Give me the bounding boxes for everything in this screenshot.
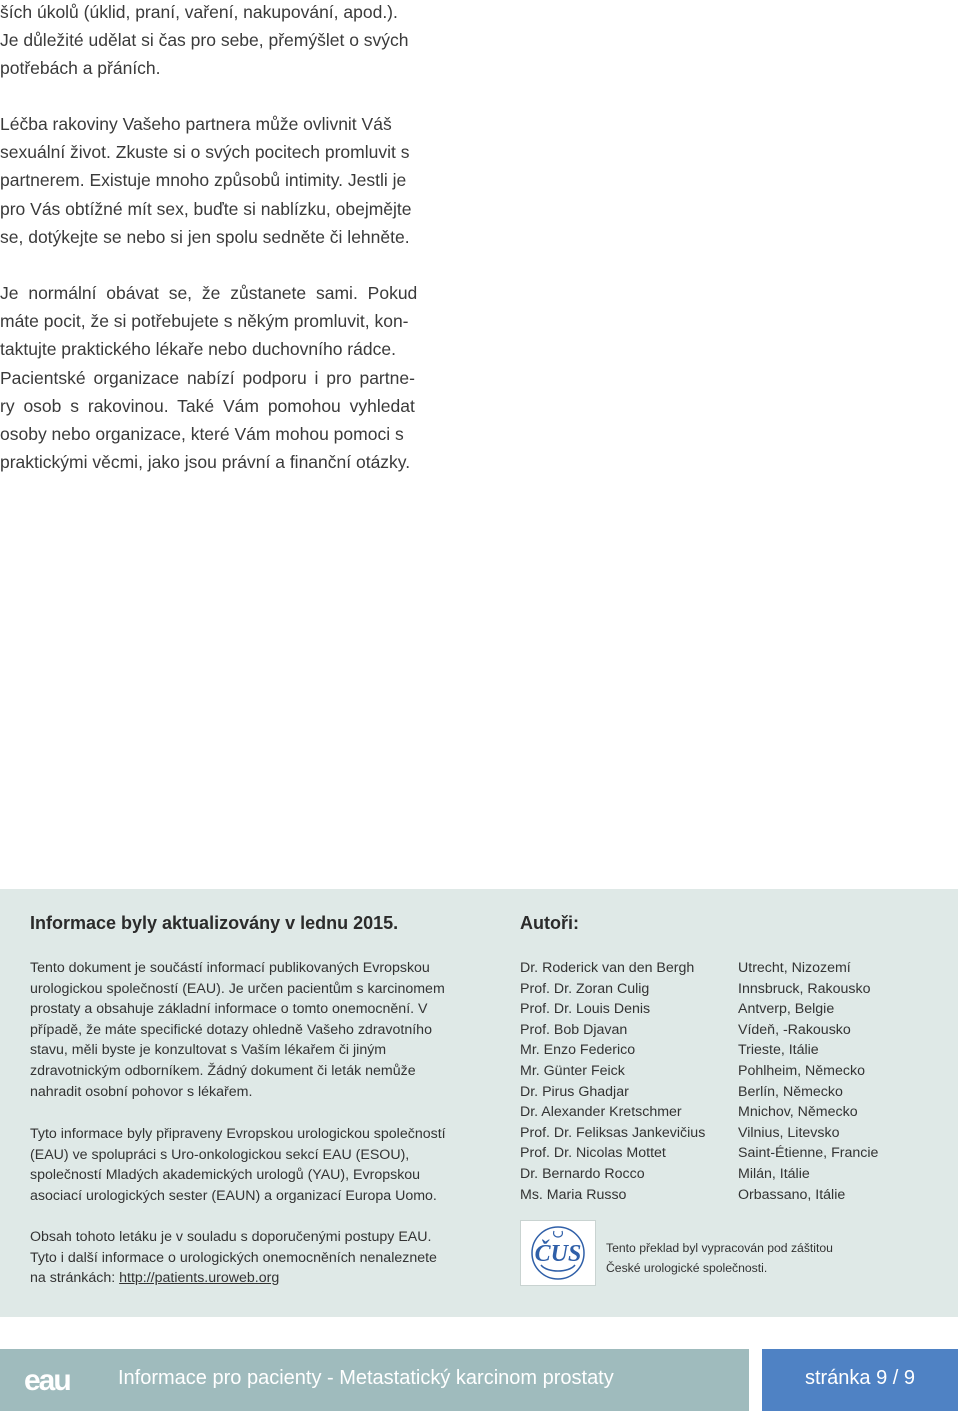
text-line: sexuální život. Zkuste si o svých pocitech promluvit s [0,142,410,163]
text-line: pro Vás obtížné mít sex, buďte si nablízku, obejmějte [0,198,412,219]
author-location: Berlín, Německo [738,1083,843,1100]
text-line: společností Mladých akademických urologů (YAU), Evropskou [30,1167,421,1184]
text-line: ších úkolů (úklid, praní, vaření, nakupování, apod.). [0,2,398,22]
text-line: máte pocit, že si potřebujete s někým promluvit, kon- [0,311,409,332]
text-line: Léčba rakoviny Vašeho partnera může ovlivnit Váš [0,114,392,134]
author-row [520,1040,940,1061]
author-name: Dr. Bernardo Rocco [520,1165,645,1182]
translation-note-line1: Tento překlad byl vypracován pod záštitou [606,1241,833,1255]
text-line: případě, že máte specifické dotazy ohledně Vašeho zdravotního [30,1021,432,1038]
text-line [30,1268,480,1289]
text-line: stavu, měli byste je konzultovat s Vaším lékařem či jiným [30,1042,387,1059]
cus-logo-icon [521,1221,595,1285]
cus-logo [520,1220,596,1286]
author-name: Prof. Dr. Nicolas Mottet [520,1145,666,1162]
author-name: Prof. Dr. Zoran Culig [520,980,650,997]
author-row [520,1164,940,1185]
author-location: Vilnius, Litevsko [738,1124,840,1141]
author-row [520,999,940,1020]
text-line: urologickou společností (EAU). Je určen pacientům s karcinomem [30,980,445,997]
info-paragraph-disclaimer [30,958,480,1102]
author-row [520,958,940,979]
text-line: nahradit osobní pohovor s lékařem. [30,1083,253,1100]
text-line: potřebách a přáních. [0,58,161,79]
author-name: Prof. Dr. Louis Denis [520,1001,651,1018]
author-row [520,1123,940,1144]
text-line: prostaty a obsahuje základní informace o tomto onemocnění. V [30,1001,428,1018]
authors-list [520,958,940,1205]
author-row [520,1102,940,1123]
authors-heading: Autoři: [520,913,579,933]
text-line: zdravotnickým odborníkem. Žádný dokument či leták nemůže [30,1062,416,1079]
author-location: Pohlheim, Německo [738,1062,865,1079]
footer-title: Informace pro pacienty - Metastatický karcinom prostaty [118,1367,614,1389]
author-location: Vídeň, -Rakousko [738,1021,851,1038]
cus-logo-text: ČUS [534,1241,582,1267]
author-name: Dr. Roderick van den Bergh [520,960,695,976]
eau-logo [24,1360,82,1398]
text-line: (EAU) ve spolupráci s Uro-onkologickou sekcí EAU (ESOU), [30,1146,410,1163]
text-line: Tyto i další informace o urologických onemocněních nenaleznete [30,1249,437,1266]
translation-note-line2: České urologické společnosti. [606,1261,768,1275]
author-location: Milán, Itálie [738,1165,810,1182]
translation-note [606,1238,906,1278]
text-line: asociací urologických sester (EAUN) a organizací Europa Uomo. [30,1187,437,1204]
text-line: Obsah tohoto letáku je v souladu s doporučenými postupy EAU. [30,1229,432,1245]
text-line: Tyto informace byly připraveny Evropskou urologickou společností [30,1126,446,1142]
author-name: Prof. Dr. Feliksas Jankevičius [520,1124,706,1141]
text-line: Je normální obávat se, že zůstanete sami. Pokud [0,283,418,303]
paragraph-household [0,0,440,83]
author-row [520,1061,940,1082]
eau-logo-text: eau [24,1364,70,1397]
text-line: partnerem. Existuje mnoho způsobů intimity. Jestli je [0,170,407,191]
author-row [520,1143,940,1164]
page-indicator: stránka 9 / 9 [804,1367,916,1389]
info-heading: Informace byly aktualizovány v lednu 2015. [30,913,399,933]
text-line: praktickými věcmi, jako jsou právní a finanční otázky. [0,452,411,473]
author-location: Orbassano, Itálie [738,1186,846,1203]
author-name: Mr. Enzo Federico [520,1042,636,1059]
info-paragraph-prepared-by [30,1124,480,1206]
author-row [520,1082,940,1103]
author-name: Dr. Pirus Ghadjar [520,1083,629,1100]
paragraph-sexuality [0,110,440,251]
patients-website-link[interactable]: http://patients.uroweb.org [119,1270,280,1287]
text-line: Pacientské organizace nabízí podporu i pro partne- [0,367,415,388]
author-location: Utrecht, Nizozemí [738,960,851,976]
text-line: se, dotýkejte se nebo si jen spolu sedněte či lehněte. [0,226,410,247]
text-line: osoby nebo organizace, které Vám mohou pomoci s [0,424,404,445]
author-row [520,1020,940,1041]
author-location: Trieste, Itálie [738,1042,819,1059]
text-line: ry osob s rakovinou. Také Vám pomohou vyhledat [0,395,415,416]
text-line: taktujte praktického lékaře nebo duchovního rádce. [0,339,396,360]
author-location: Saint-Étienne, Francie [738,1145,879,1162]
text-line: Je důležité udělat si čas pro sebe, přemýšlet o svých [0,30,409,51]
author-location: Innsbruck, Rakousko [738,980,871,997]
author-name: Prof. Bob Djavan [520,1021,628,1038]
author-location: Antverp, Belgie [738,1001,835,1018]
author-location: Mnichov, Německo [738,1104,858,1121]
author-name: Dr. Alexander Kretschmer [520,1104,682,1121]
author-name: Mr. Günter Feick [520,1062,625,1079]
info-paragraph-guidelines [30,1227,480,1289]
text-line: Tento dokument je součástí informací publikovaných Evropskou [30,960,430,976]
author-name: Ms. Maria Russo [520,1186,627,1203]
eau-logo-icon [24,1360,82,1398]
author-row [520,979,940,1000]
link-prefix: na stránkách: [30,1270,120,1287]
paragraph-support [0,279,440,476]
author-row [520,1185,940,1206]
